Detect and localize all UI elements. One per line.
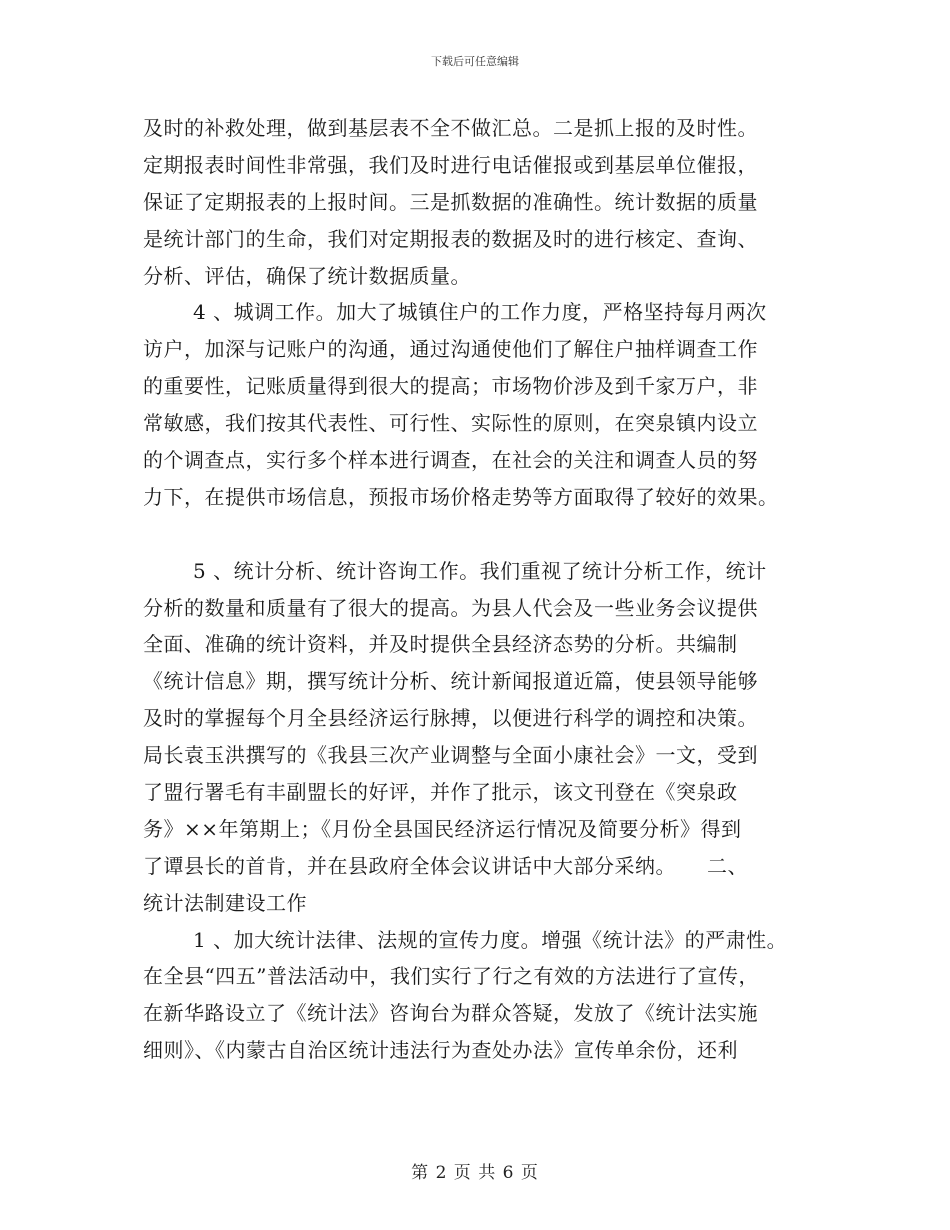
page-header: 下载后可任意编辑 — [431, 55, 519, 68]
text-line: 是统计部门的生命，我们对定期报表的数据及时的进行核定、查询、 — [143, 226, 758, 251]
paragraph-gap — [143, 516, 823, 553]
text-line: 了盟行署毛有丰副盟长的好评，并作了批示，该文刊登在《突泉政 — [143, 780, 738, 805]
text-line: 的个调查点，实行多个样本进行调查，在社会的关注和调查人员的努 — [143, 448, 758, 473]
text-line: 《统计信息》期，撰写统计分析、统计新闻报道近篇，使县领导能够 — [143, 669, 758, 694]
text-line: 访户，加深与记账户的沟通，通过沟通使他们了解住户抽样调查工作 — [143, 337, 758, 362]
text-line: 全面、准确的统计资料，并及时提供全县经济态势的分析。共编制 — [143, 632, 738, 657]
document-body — [143, 110, 823, 1069]
text-line: 分析、评估，确保了统计数据质量。 — [143, 263, 471, 288]
text-line: 细则》、《内蒙古自治区统计违法行为查处办法》宣传单余份，还利 — [143, 1038, 738, 1063]
text-line: 力下，在提供市场信息，预报市场价格走势等方面取得了较好的效果。 — [143, 484, 779, 509]
text-line: 的重要性，记账质量得到很大的提高；市场物价涉及到千家万户，非 — [143, 374, 758, 399]
text-line: 及时的补救处理，做到基层表不全不做汇总。二是抓上报的及时性。 — [143, 116, 758, 140]
text-line: 分析的数量和质量有了很大的提高。为县人代会及一些业务会议提供 — [143, 595, 758, 620]
text-line: 及时的掌握每个月全县经济运行脉搏，以便进行科学的调控和决策。 — [143, 706, 758, 731]
text-line: 了谭县长的首肯，并在县政府全体会议讲话中大部分采纳。 二、 — [143, 853, 748, 878]
text-line: 定期报表时间性非常强，我们及时进行电话催报或到基层单位催报， — [143, 152, 758, 177]
text-line: 1 、加大统计法律、法规的宣传力度。增强《统计法》的严肃性。 — [193, 927, 788, 952]
text-line: 局长袁玉洪撰写的《我县三次产业调整与全面小康社会》一文，受到 — [143, 743, 758, 768]
text-line: 保证了定期报表的上报时间。三是抓数据的准确性。统计数据的质量 — [143, 189, 758, 214]
text-line: 4 、城调工作。加大了城镇住户的工作力度，严格坚持每月两次 — [193, 300, 767, 325]
text-line: 常敏感，我们按其代表性、可行性、实际性的原则，在突泉镇内设立 — [143, 411, 758, 436]
text-line: 务》××年第期上；《月份全县国民经济运行情况及简要分析》得到 — [143, 816, 742, 841]
text-line: 5 、统计分析、统计咨询工作。我们重视了统计分析工作，统计 — [193, 558, 767, 583]
text-line: 统计法制建设工作 — [143, 890, 307, 915]
text-line: 在全县“四五”普法活动中，我们实行了行之有效的方法进行了宣传， — [143, 964, 759, 989]
page-number: 第 2 页 共 6 页 — [411, 1163, 539, 1183]
text-line: 在新华路设立了《统计法》咨询台为群众答疑，发放了《统计法实施 — [143, 1001, 758, 1026]
